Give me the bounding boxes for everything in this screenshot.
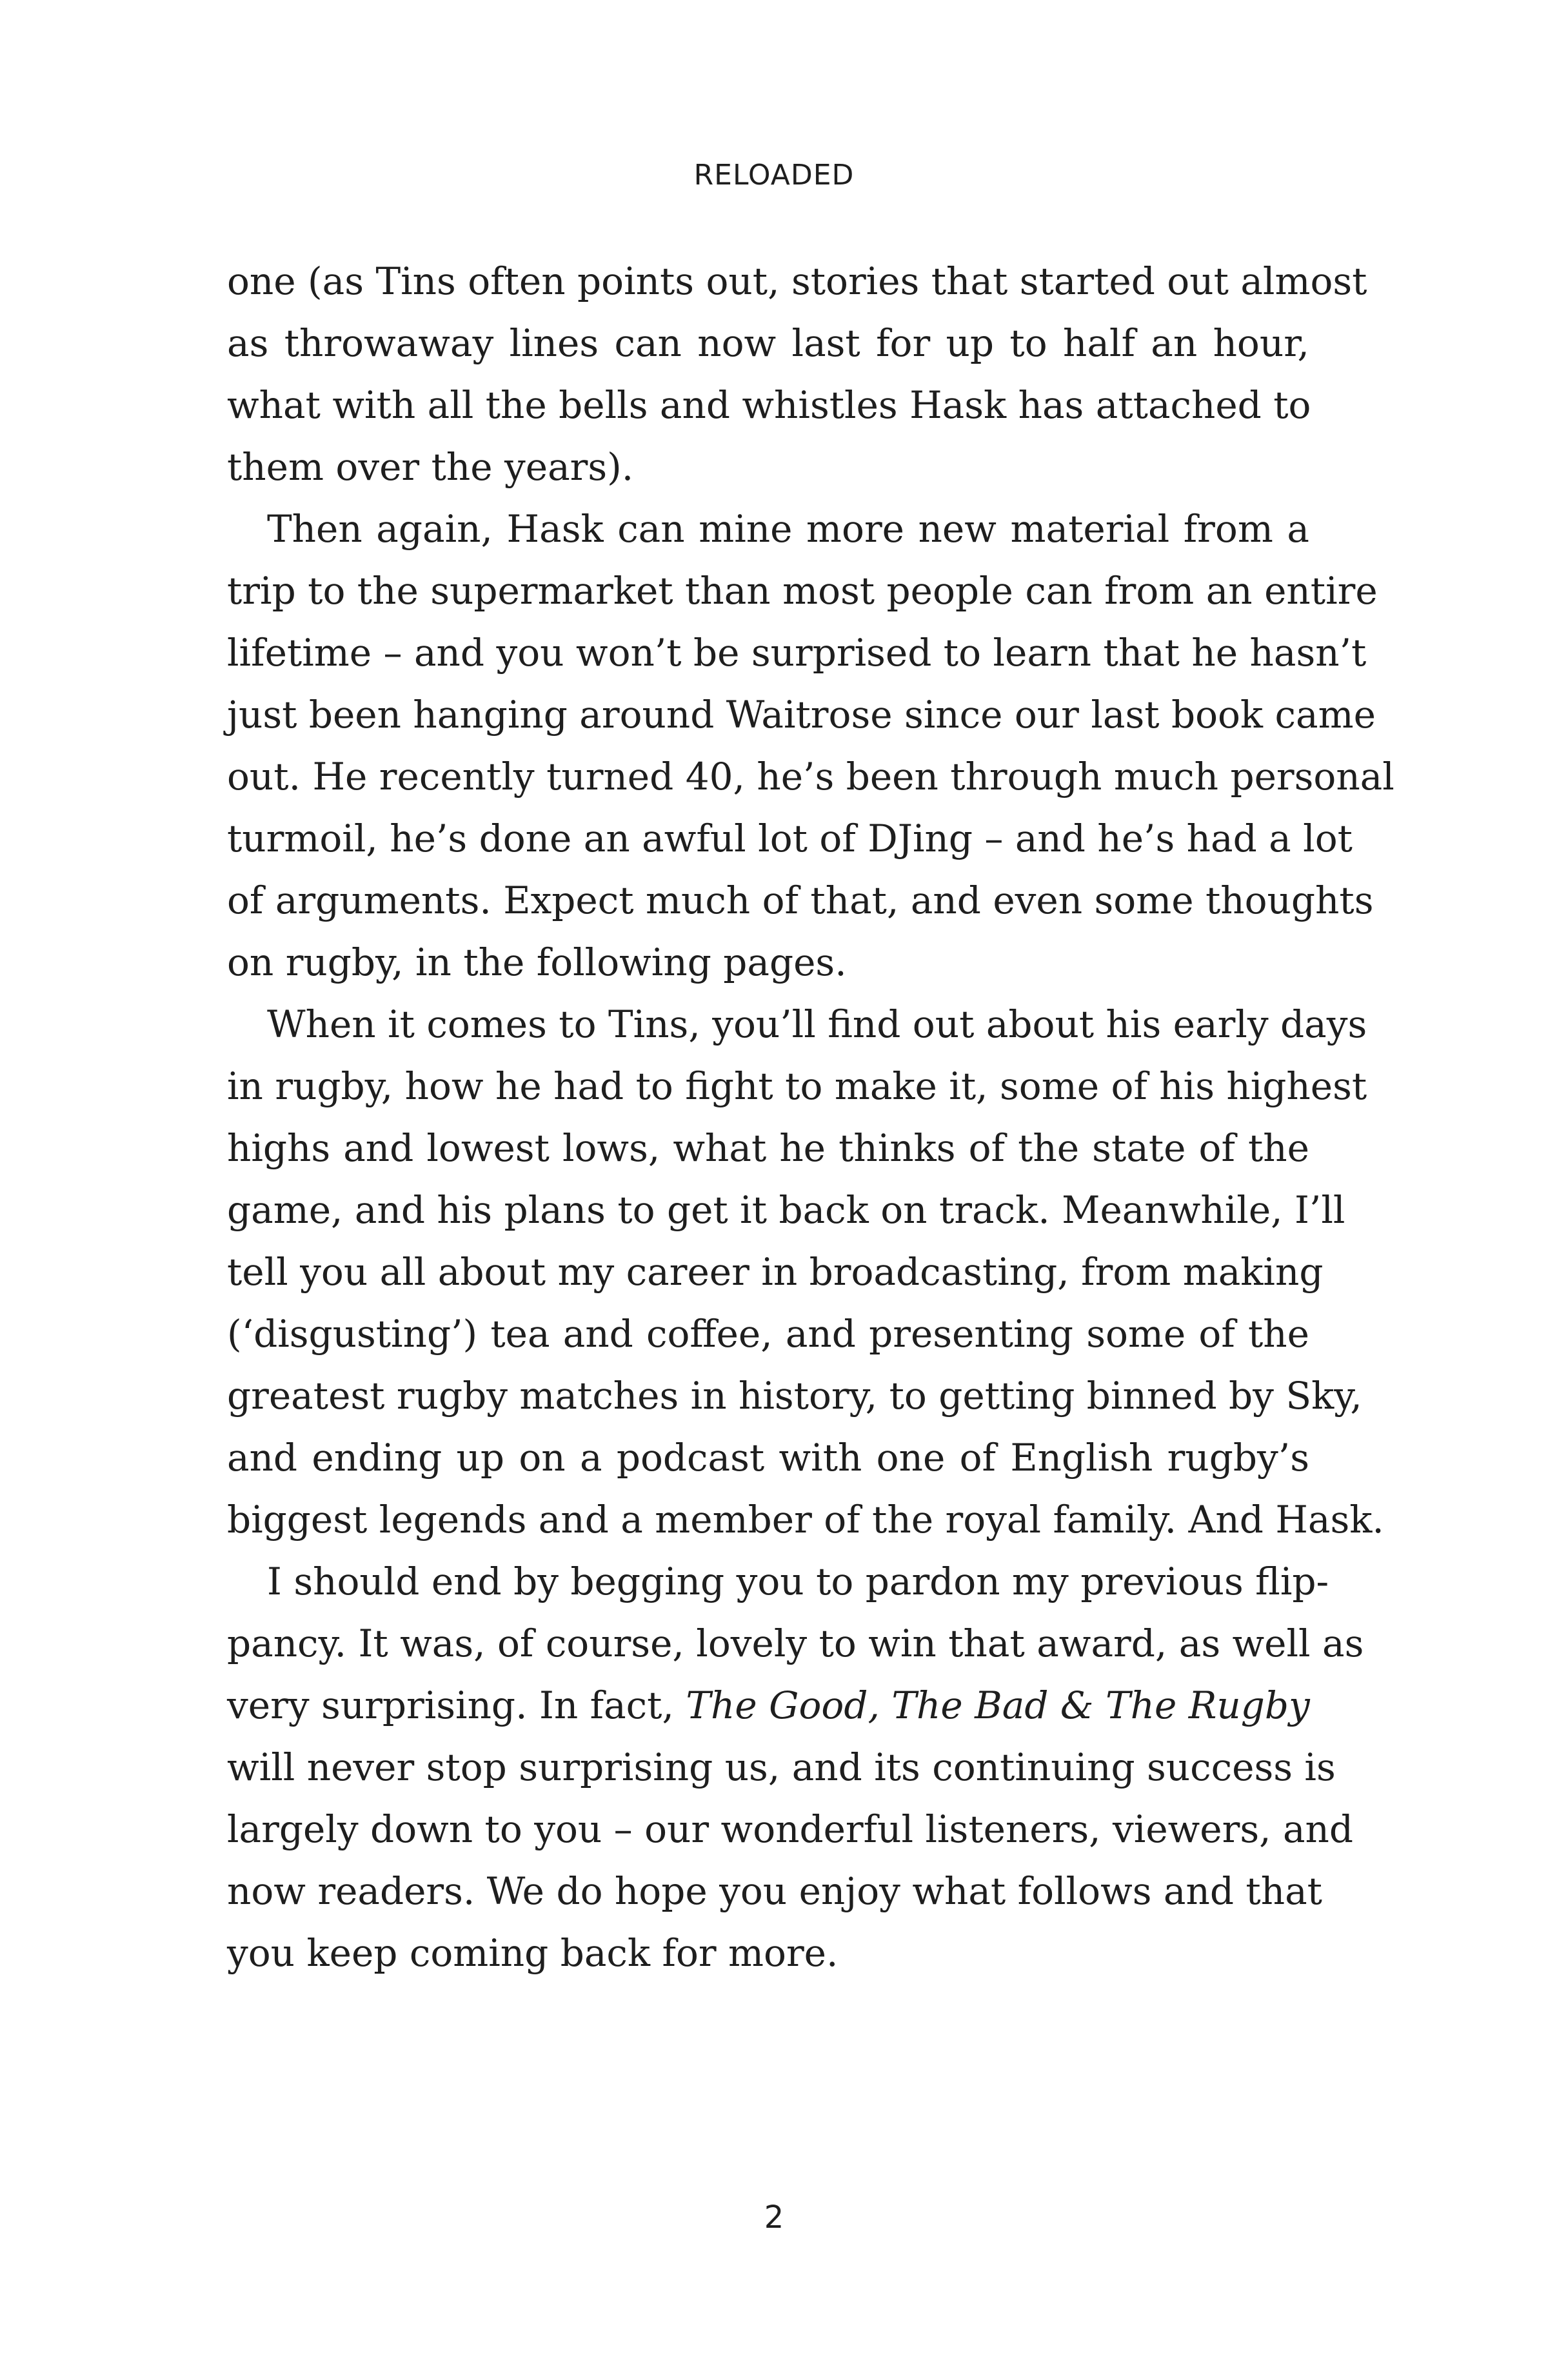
text-line: When it comes to Tins, you’ll find out about his early days	[267, 1002, 1367, 1046]
running-head: RELOADED	[693, 159, 855, 192]
text-line: will never stop surprising us, and its continuing success is	[227, 1745, 1336, 1789]
text-line: greatest rugby matches in history, to getting binned by Sky,	[227, 1374, 1362, 1418]
text-line: on rugby, in the following pages.	[227, 940, 847, 984]
text-line: one (as Tins often points out, stories that started out almost	[227, 259, 1367, 303]
text-line: now readers. We do hope you enjoy what follows and that	[227, 1869, 1322, 1913]
text-line: pancy. It was, of course, lovely to win that award, as well as	[227, 1621, 1364, 1665]
text-line: Then again, Hask can mine more new material from a	[267, 507, 1309, 551]
paragraph-1	[227, 250, 1367, 498]
text-line: (‘disgusting’) tea and coffee, and presenting some of the	[227, 1312, 1309, 1356]
text-line-prefix: very surprising. In fact,	[227, 1683, 686, 1727]
text-line: just been hanging around Waitrose since our last book came	[227, 693, 1376, 737]
paragraph-2	[227, 498, 1394, 993]
text-line: what with all the bells and whistles Hask has attached to	[227, 383, 1311, 427]
text-line: you keep coming back for more.	[227, 1931, 838, 1975]
page-number: 2	[764, 2199, 784, 2236]
text-line: game, and his plans to get it back on track. Meanwhile, I’ll	[227, 1188, 1345, 1232]
text-line: biggest legends and a member of the royal family. And Hask.	[227, 1498, 1384, 1542]
text-line: lifetime – and you won’t be surprised to learn that he hasn’t	[227, 631, 1367, 675]
book-title: The Good, The Bad & The Rugby	[686, 1683, 1310, 1727]
paragraph-4	[227, 1551, 1364, 1984]
paragraph-3	[227, 993, 1384, 1551]
text-line: I should end by begging you to pardon my previous flip-	[267, 1560, 1329, 1603]
text-line: tell you all about my career in broadcasting, from making	[227, 1250, 1324, 1294]
text-line: turmoil, he’s done an awful lot of DJing – and he’s had a lot	[227, 817, 1353, 860]
text-line: them over the years).	[227, 445, 634, 489]
text-line: highs and lowest lows, what he thinks of the state of the	[227, 1126, 1309, 1170]
text-line: of arguments. Expect much of that, and even some thoughts	[227, 878, 1374, 922]
text-line	[227, 1674, 1309, 1736]
text-line: out. He recently turned 40, he’s been through much personal	[227, 755, 1394, 798]
text-line: as throwaway lines can now last for up to half an hour,	[227, 321, 1309, 365]
text-line: largely down to you – our wonderful listeners, viewers, and	[227, 1807, 1354, 1851]
text-line: in rugby, how he had to fight to make it, some of his highest	[227, 1064, 1367, 1108]
body-text	[227, 250, 1394, 1984]
text-line: trip to the supermarket than most people can from an entire	[227, 569, 1378, 613]
text-line: and ending up on a podcast with one of English rugby’s	[227, 1436, 1309, 1480]
